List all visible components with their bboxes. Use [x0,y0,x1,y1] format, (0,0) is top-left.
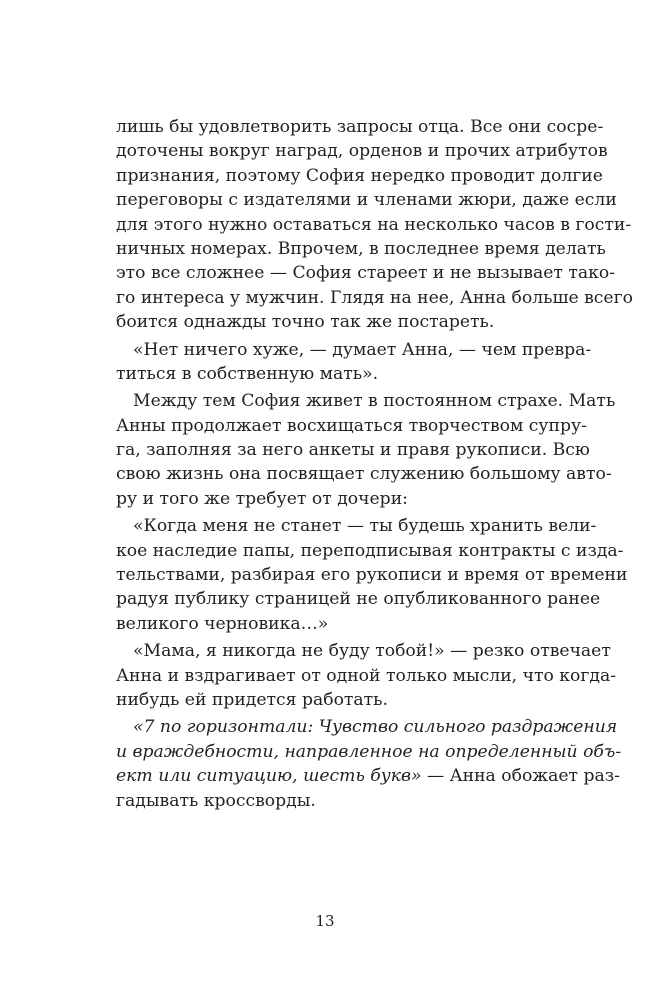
paragraph-2 [116,338,592,387]
text-line: великого черновика…» [116,613,329,634]
text-line-italic: и враждебности, направленное на определенный объ- [116,741,622,762]
paragraph-4 [116,514,628,636]
body-text [116,115,633,813]
text-line-mixed [116,764,620,788]
text-line: го интереса у мужчин. Глядя на нее, Анна больше всего [116,287,633,308]
text-line: для этого нужно оставаться на несколько часов в гости- [116,214,632,235]
text-line: ру и того же требует от дочери: [116,488,408,509]
text-line: радуя публику страницей не опубликованного ранее [116,589,601,610]
text-line: свою жизнь она посвящает служению большому авто- [116,464,612,485]
text-line: нибудь ей придется работать. [116,689,389,710]
italic-part: ект или ситуацию, шесть букв» [116,766,422,787]
paragraph-1 [116,115,633,335]
text-line: гадывать кроссворды. [116,790,316,811]
text-line: «Мама, я никогда не буду тобой!» — резко отвечает [133,641,611,662]
text-line: доточены вокруг наград, орденов и прочих атрибутов [116,141,608,162]
text-line: переговоры с издателями и членами жюри, даже если [116,190,617,211]
text-line: Анны продолжает восхищаться творчеством супру- [116,415,587,436]
text-line: титься в собственную мать». [116,363,379,384]
text-line: «Когда меня не станет — ты будешь хранить вели- [133,516,597,537]
text-line: Между тем София живет в постоянном страхе. Мать [133,391,616,412]
text-line: «Нет ничего хуже, — думает Анна, — чем превра- [133,339,592,360]
regular-part: — Анна обожает раз- [421,766,620,787]
paragraph-6 [116,715,622,813]
text-line: кое наследие папы, переподписывая контракты с изда- [116,540,624,561]
text-line: га, заполняя за него анкеты и правя рукописи. Всю [116,440,590,461]
text-line: это все сложнее — София стареет и не вызывает тако- [116,263,616,284]
text-line: лишь бы удовлетворить запросы отца. Все они сосре- [116,117,604,137]
paragraph-5 [116,639,617,712]
text-line: признания, поэтому София нередко проводит долгие [116,165,603,186]
text-line: ничных номерах. Впрочем, в последнее время делать [116,238,606,259]
page-number: 13 [315,912,335,930]
text-line: Анна и вздрагивает от одной только мысли, что когда- [116,665,617,686]
text-line: тельствами, разбирая его рукописи и время от времени [116,565,628,586]
paragraph-3 [116,389,616,511]
text-line: боится однажды точно так же постареть. [116,312,495,333]
text-line-italic: «7 по горизонтали: Чувство сильного раздражения [133,717,618,738]
